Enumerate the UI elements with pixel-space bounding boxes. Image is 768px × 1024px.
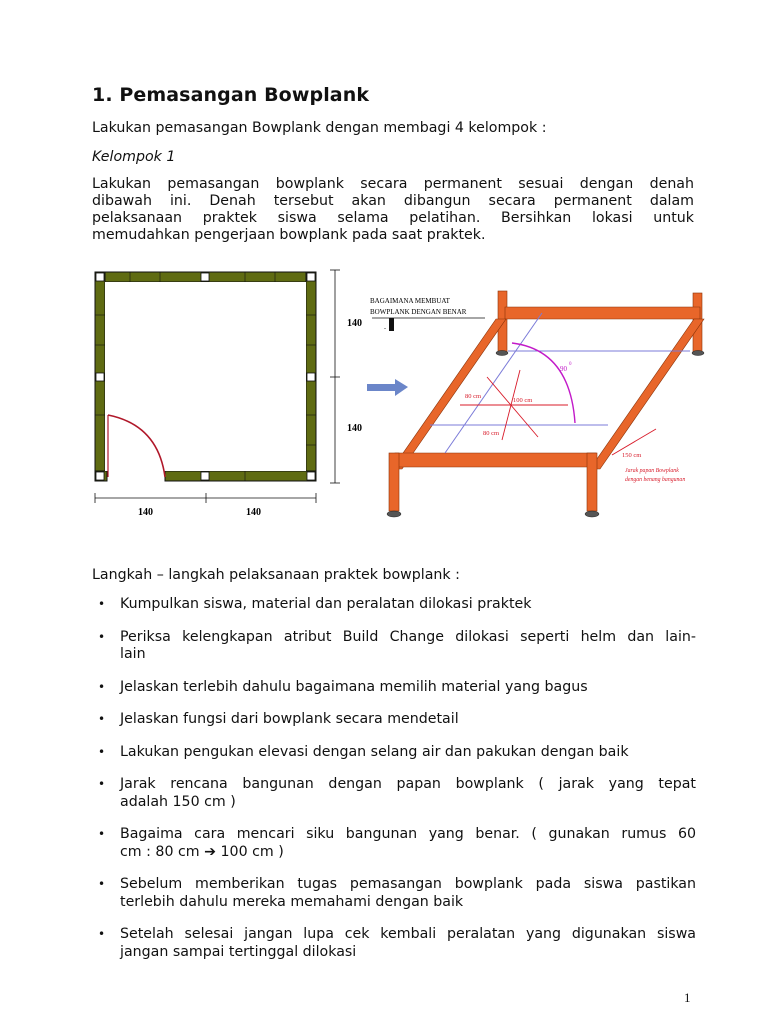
step-line: Jarak rencana bangunan dengan papan bowplank ( jarak yang tepat — [120, 776, 696, 792]
paragraph-line: pelaksanaan praktek siswa selama pelatihan. Bersihkan lokasi untuk — [92, 210, 694, 226]
dim-bottom-left: 140 — [138, 507, 153, 518]
paragraph-line: memudahkan pengerjaan bowplank pada saat praktek. — [92, 227, 486, 243]
dim-right-top: 140 — [347, 318, 362, 329]
plan-column — [96, 273, 104, 281]
steps-intro: Langkah – langkah pelaksanaan praktek bowplank : — [92, 567, 460, 583]
step-line: Kumpulkan siswa, material dan peralatan dilokasi praktek — [120, 596, 532, 612]
steps-list — [92, 596, 696, 961]
plan-column — [96, 373, 104, 381]
plan-column — [307, 472, 315, 480]
step-line: lain — [120, 646, 146, 662]
step-line: terlebih dahulu mereka memahami dengan baik — [120, 893, 464, 910]
bowplank-figure — [0, 255, 768, 525]
list-item — [92, 926, 696, 961]
plan-column — [201, 472, 209, 480]
list-item — [92, 629, 696, 664]
step-line: adalah 150 cm ) — [120, 793, 236, 810]
list-item — [92, 776, 696, 811]
angle-arc — [512, 343, 575, 423]
angle-unit: 0 — [569, 362, 572, 367]
step-line: Bagaima cara mencari siku bangunan yang benar. ( gunakan rumus 60 — [120, 826, 696, 842]
label-100: 100 cm — [513, 397, 533, 404]
description-paragraph — [92, 176, 694, 244]
bullet-icon: • — [98, 679, 106, 694]
arrow-icon — [367, 379, 408, 396]
step-line: Setelah selesai jangan lupa cek kembali peralatan yang digunakan siswa — [120, 926, 696, 942]
list-item — [92, 596, 696, 614]
step-line: Lakukan pengukan elevasi dengan selang air dan pakukan dengan baik — [120, 743, 629, 760]
list-item — [92, 876, 696, 911]
iso-caption-line2: BOWPLANK DENGAN BENAR — [370, 308, 467, 316]
bullet-icon: • — [98, 597, 106, 611]
list-item — [92, 744, 696, 762]
step-line: Jelaskan fungsi dari bowplank secara mendetail — [120, 711, 459, 727]
label-80-b: 80 cm — [483, 430, 500, 437]
iso-caption-line1: BAGAIMANA MEMBUAT — [370, 297, 450, 305]
plan-column — [307, 273, 315, 281]
dim-right-bottom: 140 — [347, 423, 362, 434]
dim-bottom-right: 140 — [246, 507, 261, 518]
bullet-icon: • — [98, 927, 106, 941]
plan-column — [96, 472, 104, 480]
page-number: 1 — [684, 990, 691, 1005]
bullet-icon: • — [98, 744, 106, 759]
bullet-icon: • — [98, 827, 106, 841]
section-heading: 1. Pemasangan Bowplank — [92, 84, 370, 106]
bullet-icon: • — [98, 629, 106, 644]
intro-text: Lakukan pemasangan Bowplank dengan membagi 4 kelompok : — [92, 120, 547, 136]
label-80-a: 80 cm — [465, 393, 482, 400]
bullet-icon: • — [98, 712, 106, 726]
paragraph-line: Lakukan pemasangan bowplank secara permanent sesuai dengan denah — [92, 176, 694, 192]
bullet-icon: • — [98, 777, 106, 791]
step-line: Jelaskan terlebih dahulu bagaimana memilih material yang bagus — [120, 678, 588, 695]
step-line: Sebelum memberikan tugas pemasangan bowplank pada siswa pastikan — [120, 876, 696, 892]
paragraph-line: dibawah ini. Denah tersebut akan dibangun secara permanent dalam — [92, 193, 694, 209]
label-150: 150 cm — [622, 452, 642, 459]
bullet-icon: • — [98, 877, 106, 891]
angle-label: 90 — [560, 365, 567, 373]
list-item — [92, 826, 696, 861]
group-label: Kelompok 1 — [92, 149, 176, 165]
note-line1: Jarak papan Bowplank — [625, 468, 679, 474]
step-line: cm : 80 cm ➔ 100 cm ) — [120, 843, 284, 860]
note-line2: dengan benang bangunan — [625, 477, 686, 483]
list-item — [92, 711, 696, 729]
floor-plan — [95, 270, 362, 518]
bowplank-isometric — [370, 291, 704, 517]
step-line: jangan sampai tertinggal dilokasi — [120, 943, 357, 960]
list-item — [92, 679, 696, 697]
iso-caption-dot: . — [384, 322, 386, 331]
plan-column — [307, 373, 315, 381]
plan-wall-bottom — [165, 471, 316, 481]
step-line: Periksa kelengkapan atribut Build Change dilokasi seperti helm dan lain- — [120, 628, 696, 645]
plan-column — [201, 273, 209, 281]
